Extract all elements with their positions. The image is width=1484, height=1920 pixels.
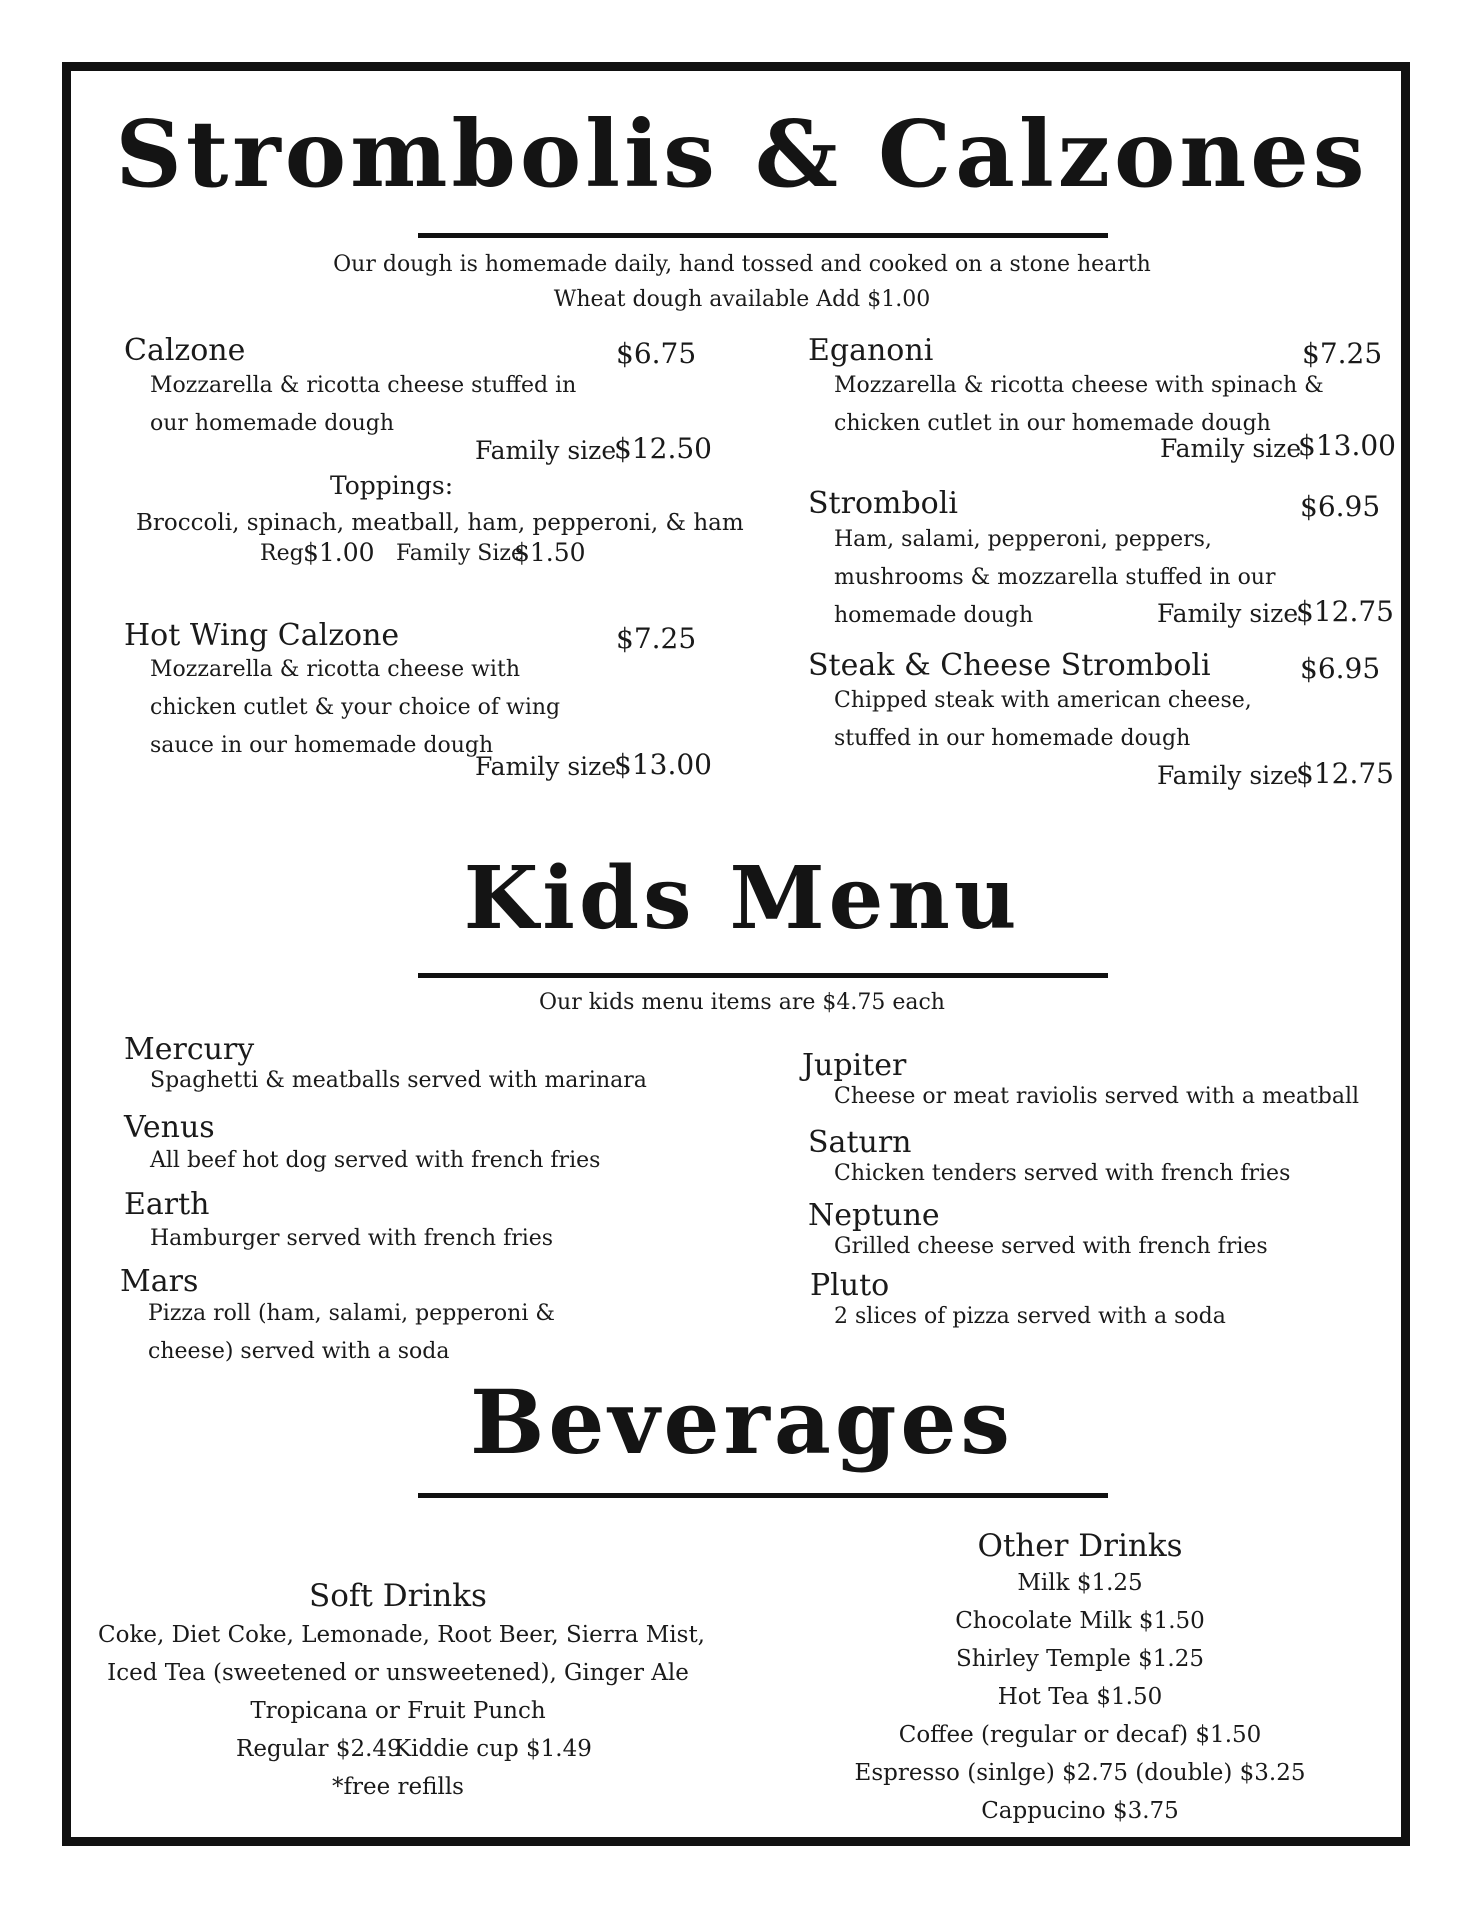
steak-family-label: Family size <box>1157 761 1299 790</box>
toppings-family-price: $1.50 <box>514 538 586 567</box>
steak-family-price: $12.75 <box>1296 757 1394 790</box>
kids-item-desc: Spaghetti & meatballs served with marinara <box>150 1068 647 1093</box>
beverages-rule <box>418 1493 1108 1498</box>
kids-item-name: Saturn <box>808 1125 912 1160</box>
kids-item-name: Neptune <box>808 1198 940 1233</box>
stromboli-family-label: Family size <box>1157 599 1299 628</box>
soft-drinks-line: Coke, Diet Coke, Lemonade, Root Beer, Sierra Mist, <box>98 1622 705 1648</box>
kids-item-name: Venus <box>124 1110 215 1145</box>
toppings-reg-price: $1.00 <box>303 538 375 567</box>
beverages-heading: Beverages <box>470 1370 1014 1474</box>
other-drink-item: Shirley Temple $1.25 <box>955 1646 1204 1672</box>
other-drink-item: Espresso (sinlge) $2.75 (double) $3.25 <box>854 1760 1306 1786</box>
kids-menu-heading: Kids Menu <box>463 848 1021 949</box>
kids-item-name: Jupiter <box>802 1048 907 1083</box>
toppings-reg-label: Reg <box>260 541 304 566</box>
strombolis-intro-2: Wheat dough available Add $1.00 <box>553 287 931 312</box>
hot-wing-family-price: $13.00 <box>614 748 712 781</box>
eganoni-name: Eganoni <box>808 333 934 368</box>
eganoni-family-price: $13.00 <box>1298 429 1396 462</box>
hot-wing-calzone-name: Hot Wing Calzone <box>124 618 400 653</box>
kids-item-desc: Pizza roll (ham, salami, pepperoni & cheese) served with a soda <box>148 1301 555 1364</box>
stromboli-price: $6.95 <box>1300 490 1381 523</box>
kids-item-desc: Chicken tenders served with french fries <box>834 1161 1291 1186</box>
toppings-list: Broccoli, spinach, meatball, ham, pepperoni, & ham <box>136 510 744 536</box>
toppings-label: Toppings: <box>330 471 454 500</box>
other-drink-item: Coffee (regular or decaf) $1.50 <box>898 1722 1262 1748</box>
kids-item-name: Mercury <box>124 1032 255 1067</box>
hot-wing-family-label: Family size <box>475 752 617 781</box>
kids-item-desc: 2 slices of pizza served with a soda <box>834 1304 1226 1329</box>
eganoni-family-label: Family size <box>1160 434 1302 463</box>
other-drink-item: Chocolate Milk $1.50 <box>955 1608 1205 1634</box>
other-drink-item: Cappucino $3.75 <box>981 1798 1179 1824</box>
calzone-price: $6.75 <box>616 337 697 370</box>
steak-cheese-stromboli-name: Steak & Cheese Stromboli <box>808 648 1211 683</box>
kids-item-desc: Cheese or meat raviolis served with a meatball <box>834 1084 1360 1109</box>
kids-item-name: Pluto <box>810 1268 890 1303</box>
kids-menu-rule <box>418 973 1108 978</box>
calzone-name: Calzone <box>124 333 246 368</box>
stromboli-name: Stromboli <box>808 486 958 521</box>
kids-item-name: Mars <box>120 1264 199 1299</box>
kids-item-name: Earth <box>124 1187 210 1222</box>
kids-menu-intro: Our kids menu items are $4.75 each <box>539 990 945 1015</box>
strombolis-rule <box>418 233 1108 238</box>
other-drinks-title: Other Drinks <box>977 1528 1183 1564</box>
soft-drinks-regular-price: Regular $2.49 <box>236 1736 402 1762</box>
stromboli-family-price: $12.75 <box>1296 595 1394 628</box>
eganoni-price: $7.25 <box>1302 337 1383 370</box>
kids-item-desc: Grilled cheese served with french fries <box>834 1234 1268 1259</box>
strombolis-intro-1: Our dough is homemade daily, hand tossed and cooked on a stone hearth <box>333 252 1151 277</box>
steak-cheese-stromboli-price: $6.95 <box>1300 652 1381 685</box>
calzone-family-label: Family size <box>475 436 617 465</box>
kids-item-desc: All beef hot dog served with french fries <box>150 1148 601 1173</box>
hot-wing-calzone-price: $7.25 <box>616 622 697 655</box>
stromboli-desc: Ham, salami, pepperoni, peppers, mushrooms & mozzarella stuffed in our homemade dough <box>834 527 1276 628</box>
hot-wing-calzone-desc: Mozzarella & ricotta cheese with chicken cutlet & your choice of wing sauce in our homemade dough <box>150 657 561 758</box>
soft-drinks-line: Iced Tea (sweetened or unsweetened), Ginger Ale <box>107 1660 689 1686</box>
soft-drinks-kiddie-price: Kiddie cup $1.49 <box>394 1736 592 1762</box>
calzone-family-price: $12.50 <box>614 432 712 465</box>
kids-item-desc: Hamburger served with french fries <box>150 1226 554 1251</box>
soft-drinks-line: Tropicana or Fruit Punch <box>250 1698 546 1724</box>
other-drink-item: Milk $1.25 <box>1017 1570 1143 1596</box>
toppings-family-label: Family Size <box>396 541 524 566</box>
soft-drinks-refills: *free refills <box>331 1774 464 1800</box>
soft-drinks-title: Soft Drinks <box>309 1578 487 1614</box>
steak-cheese-stromboli-desc: Chipped steak with american cheese, stuffed in our homemade dough <box>834 688 1252 751</box>
calzone-desc: Mozzarella & ricotta cheese stuffed in our homemade dough <box>150 373 577 436</box>
strombolis-heading: Strombolis & Calzones <box>115 100 1369 208</box>
other-drink-item: Hot Tea $1.50 <box>997 1684 1163 1710</box>
eganoni-desc: Mozzarella & ricotta cheese with spinach & chicken cutlet in our homemade dough <box>834 373 1324 436</box>
